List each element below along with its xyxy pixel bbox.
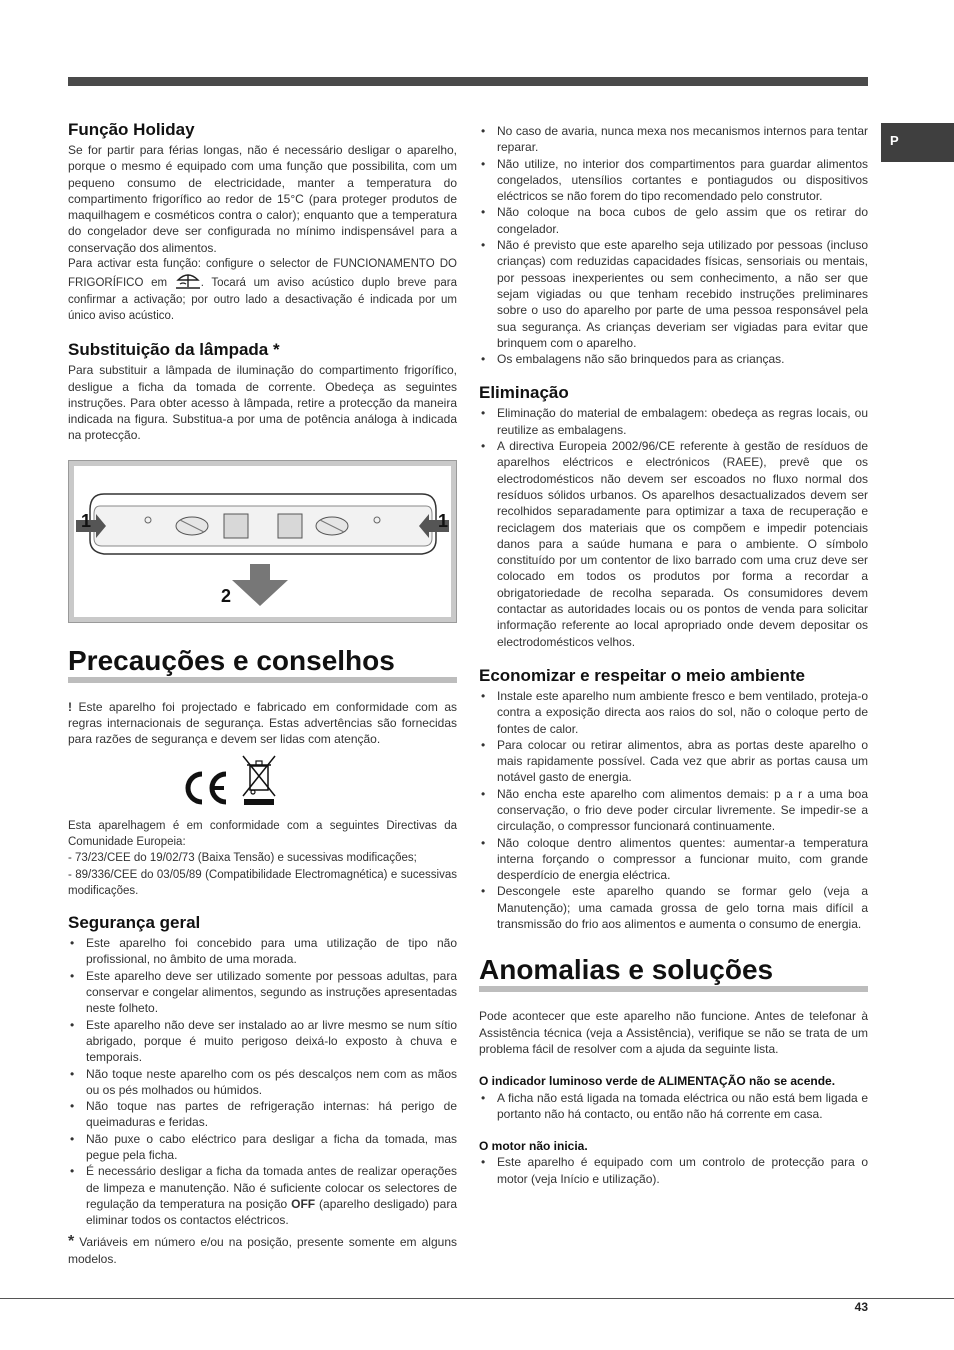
list-item: • Não coloque dentro alimentos quentes: aumentar-a temperatura interna forçando o compressor a funcionar muito, com grande desperdício de energia eléctrica. xyxy=(479,835,868,884)
header-bar xyxy=(68,77,868,86)
list-item: • Não encha este aparelho com alimentos demais: p a r a uma boa conservação, o frio deve poder circular livremente. Se impedir-se a circulação, o compressor funcionará continuamente. xyxy=(479,786,868,835)
holiday-body: Se for partir para férias longas, não é necessário desligar o aparelho, porque o mesmo é equipado com uma função que possibilita, com um pequeno consumo de electricidade, manter a temperatura do compartimento frigorífico ao redor de 15°C (para proteger produtos de maquilhagem e cosméticos contra o calor); enquanto que a temperatura do congelador deve ser configurada no mínimo indispensável para a conservação dos alimentos. xyxy=(68,143,457,255)
list-item: • Não é previsto que este aparelho seja utilizado por pessoas (incluso crianças) com reduzidas capacidades físicas, sensoriais ou mentais, por pessoas inexperientes ou sem conhecimento, a não ser que sejam vigiadas ou que tenham recebido instruções preliminares sobre o uso do aparelho por parte de uma pessoa responsável pela sua segurança. As crianças deveriam ser vigiadas para evitar que brinquem com o aparelho. xyxy=(479,237,868,351)
off-item-b: (aparelho desligado) para eliminar todos os contactos eléctricos. xyxy=(86,1196,457,1228)
list-item: • A ficha não está ligada na tomada eléctrica ou não está bem ligada e portanto não há contacto, ou então não há corrente em casa. xyxy=(479,1090,868,1123)
list-item: • Não toque nas partes de refrigeração internas: há perigo de queimaduras e feridas. xyxy=(68,1098,457,1131)
list-item xyxy=(68,1163,457,1228)
holiday-title: Função Holiday xyxy=(68,120,195,139)
list-item: • Instale este aparelho num ambiente fresco e bem ventilado, proteja-o contra a exposição directa aos raios do sol, não o coloque perto de fontes de calor. xyxy=(479,688,868,737)
list-item: • Não puxe o cabo eléctrico para desligar a ficha da tomada, mas pegue pela ficha. xyxy=(68,1131,457,1164)
problem-motor-list xyxy=(479,1154,868,1187)
list-item: • Este aparelho não deve ser instalado ao ar livre mesmo se num sítio abrigado, porque é muito perigoso deixá-lo exposto à chuva e temporais. xyxy=(68,1017,457,1066)
page-number: 43 xyxy=(854,1300,868,1314)
footnote xyxy=(68,1234,457,1267)
safety-list xyxy=(68,935,457,1228)
list-item: • Eliminação do material de embalagem: obedeça as regras locais, ou reutilize as embalagens. xyxy=(479,405,868,438)
lamp-figure xyxy=(68,460,457,623)
problem-power-list xyxy=(479,1090,868,1123)
disposal-list xyxy=(479,405,868,649)
safety-list-continued xyxy=(479,123,868,367)
figure-label-2: 2 xyxy=(221,585,232,606)
footnote-star: * xyxy=(68,1233,75,1251)
problem-motor: O motor não inicia. xyxy=(479,1139,588,1154)
list-item: • Os embalagens não são brinquedos para as crianças. xyxy=(479,351,868,367)
list-item: • Não coloque na boca cubos de gelo assim que os retirar do congelador. xyxy=(479,204,868,237)
figure-label-1-right: 1 xyxy=(438,510,449,531)
holiday-activation-b: . Tocará um aviso acústico duplo breve para confirmar a activação; por outro lado a desactivação é indicada por um único aviso acústico. xyxy=(68,277,457,322)
list-item: • Este aparelho deve ser utilizado somente por pessoas adultas, para conservar e congelar alimentos, segundo as instruções apresentadas neste folheto. xyxy=(68,968,457,1017)
disposal-title: Eliminação xyxy=(479,383,569,403)
lamp-body: Para substituir a lâmpada de iluminação do compartimento frigorífico, desligue a ficha da tomada de corrente. Obedeça as seguintes instruções. Para obter acesso à lâmpada, retire a protecção da maneira indicada na figura. Substitua-a por uma de potência análoga à indicada na protecção. xyxy=(68,363,457,443)
figure-label-1-left: 1 xyxy=(81,510,92,531)
environment-title: Economizar e respeitar o meio ambiente xyxy=(479,665,805,685)
ce-weee-marks xyxy=(68,754,457,814)
troubleshooting-intro: Pode acontecer que este aparelho não funcione. Antes de telefonar à Assistência técnica (veja a Assistência), verifique se não se trata de um problema fácil de resolver com a ajuda da seguinte lista. xyxy=(479,1009,868,1056)
weee-bin-icon xyxy=(240,754,278,806)
troubleshooting-title: Anomalias e soluções xyxy=(479,954,868,992)
precautions-title: Precauções e conselhos xyxy=(68,645,457,683)
environment-list xyxy=(479,688,868,932)
list-item: • Descongele este aparelho quando se formar gelo (veja a Manutenção); uma camada grossa de gelo torna mais difícil a transmissão do frio aos alimentos e aumenta o consumo de energia. xyxy=(479,883,868,932)
list-item: • Para colocar ou retirar alimentos, abra as portas deste aparelho o mais rapidamente possível. Cada vez que abrir as portas causa um notável gasto de energia. xyxy=(479,737,868,786)
lamp-figure-inner xyxy=(74,466,451,617)
lamp-title: Substituição da lâmpada * xyxy=(68,340,280,360)
precautions-intro xyxy=(68,699,457,748)
directive-intro: Esta aparelhagem é em conformidade com a seguintes Directivas da Comunidade Europeia: xyxy=(68,819,457,848)
footnote-text: Variáveis em número e/ou na posição, presente somente em alguns modelos. xyxy=(68,1235,457,1266)
list-item: • Não utilize, no interior dos compartimentos para guardar alimentos congelados, utensílios cortantes e pontiagudos ou dispositivos eléctricos se não forem do tipo recomendado pelo construtor. xyxy=(479,156,868,205)
directive-emc: - 89/336/CEE do 03/05/89 (Compatibilidade Electromagnética) e sucessivas modificações. xyxy=(68,868,457,897)
list-item: • Este aparelho é equipado com um controlo de protecção para o motor (veja Início e utilização). xyxy=(479,1154,868,1187)
language-tab: P xyxy=(881,123,954,162)
off-item-a: É necessário desligar a ficha da tomada antes de realizar operações de limpeza e manutenção. Não é suficiente colocar os selectores de regulação da temperatura na posição xyxy=(86,1164,457,1211)
directive-low-voltage: - 73/23/CEE do 19/02/73 (Baixa Tensão) e sucessivas modificações; xyxy=(68,852,417,865)
ce-mark-icon xyxy=(180,770,230,806)
off-label: OFF xyxy=(291,1196,316,1211)
list-item: • A directiva Europeia 2002/96/CE referente à gestão de resíduos de aparelhos eléctricos e electrónicos (RAEE), prevê que os electrodomésticos não devem ser escoados no fluxo normal dos resíduos sólidos urbanos. Os aparelhos desactualizados devem ser recolhidos separadamente para optimizar a taxa de recuperação e reciclagem dos materiais que os compõem e impedir potenciais danos para a saúde humana e para o ambiente. O símbolo constituído por um contentor de lixo barrado com uma cruz deve ser colocado em todos os produtos por forma a recordar a obrigatoriedade de recolha separada. Os consumidores devem contactar as autoridades locais ou os pontos de venda para solicitar informação referente ao local apropriado onde devem depositar os electrodomésticos velhos. xyxy=(479,438,868,650)
right-column xyxy=(479,123,868,1187)
precautions-intro-text: Este aparelho foi projectado e fabricado em conformidade com as regras internacionais de segurança. Estas advertências são fornecidas para razões de segurança e devem ser lidas com atenção. xyxy=(68,699,457,747)
lamp-cover-illustration xyxy=(74,466,451,617)
safety-title: Segurança geral xyxy=(68,913,201,933)
holiday-activation-a: Para activar esta função: configure o selector de FUNCIONAMENTO DO FRIGORÍFICO em xyxy=(68,258,457,290)
holiday-umbrella-icon xyxy=(175,272,201,290)
holiday-activation xyxy=(68,256,457,324)
list-item: • Não toque neste aparelho com os pés descalços nem com as mãos ou os pés molhados ou húmidos. xyxy=(68,1066,457,1099)
left-column xyxy=(68,120,457,1267)
footer-rule xyxy=(0,1298,954,1299)
list-item: • Este aparelho foi concebido para uma utilização de tipo não profissional, no âmbito de uma morada. xyxy=(68,935,457,968)
list-item: • No caso de avaria, nunca mexa nos mecanismos internos para tentar reparar. xyxy=(479,123,868,156)
warning-exclaim: ! xyxy=(68,699,72,714)
problem-power-light: O indicador luminoso verde de ALIMENTAÇÃO não se acende. xyxy=(479,1074,836,1089)
